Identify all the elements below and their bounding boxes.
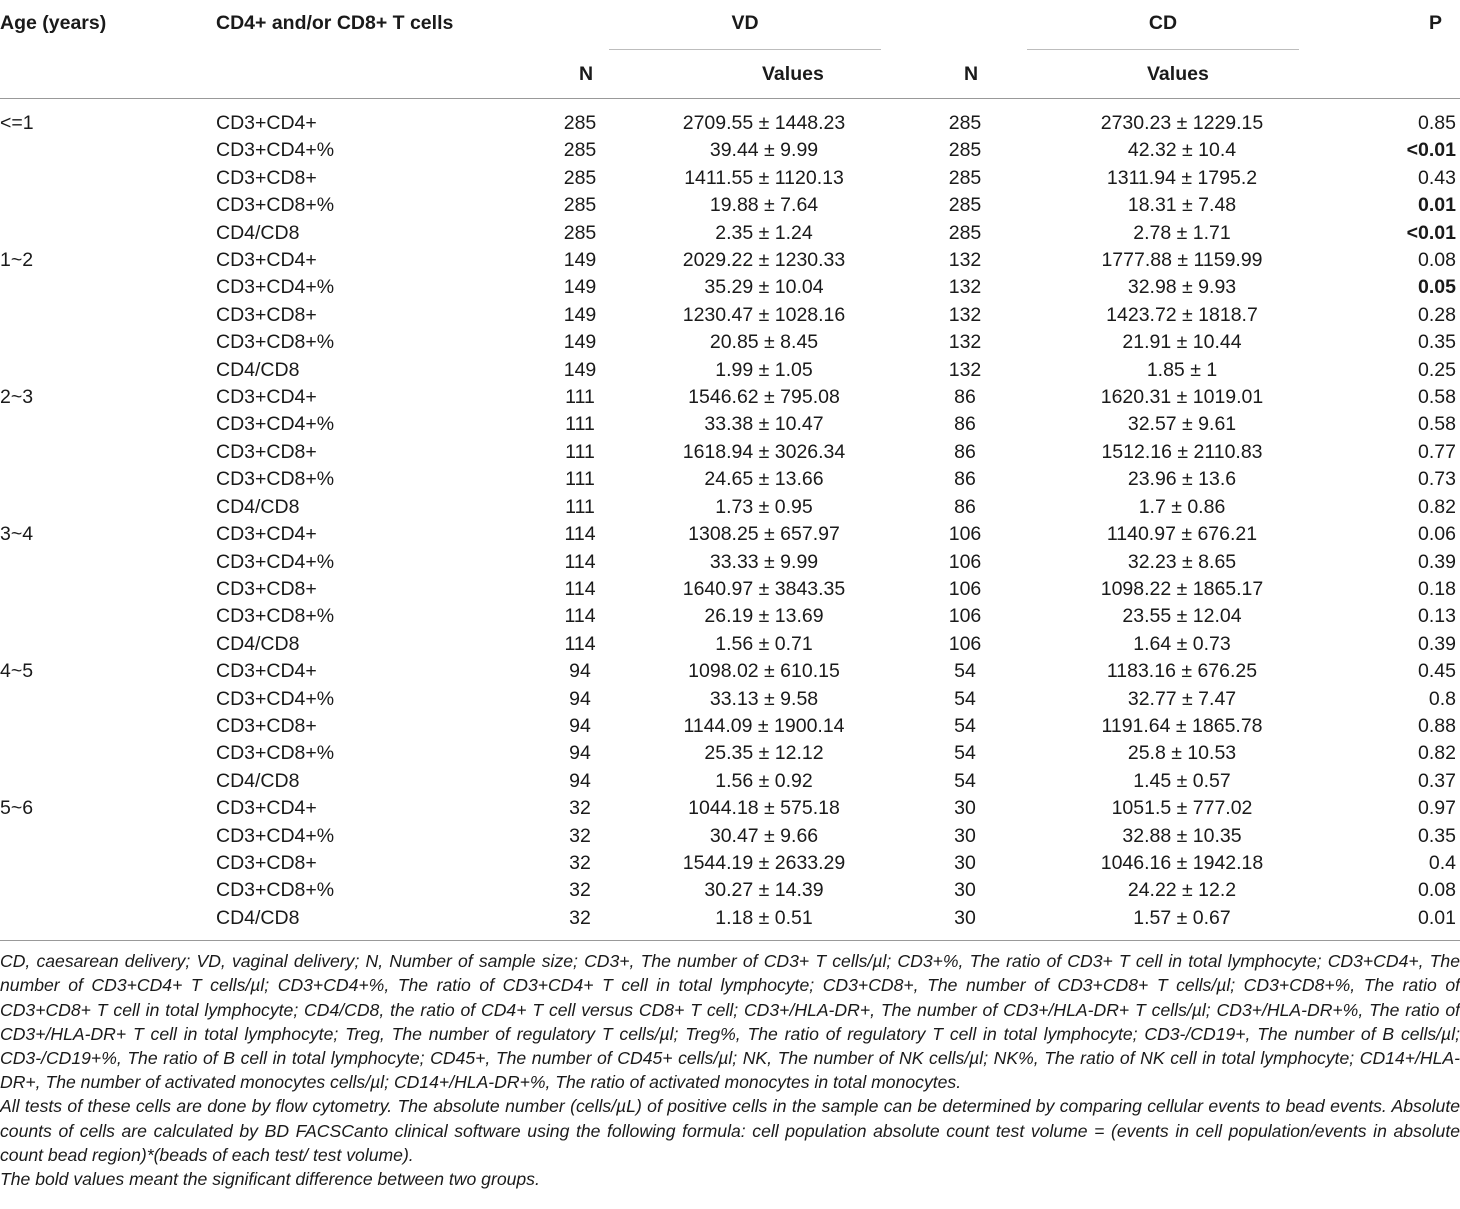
cd-values-cell: 2.78 ± 1.71 285 — [1027, 220, 1337, 247]
cell-type-cell: CD3+CD8+ — [216, 577, 317, 600]
vd-values-cell: 30.27 ± 14.39 32 — [609, 877, 919, 904]
cd-values-cell: 1.45 ± 0.57 54 — [1027, 768, 1337, 795]
age-cell — [0, 192, 216, 219]
vd-values-cell: 35.29 ± 10.04 149 — [609, 274, 919, 301]
vd-n-cell: 94 — [569, 660, 591, 683]
footnote-bold-note: The bold values meant the significant difference between two groups. — [0, 1169, 540, 1190]
p-value-cell: 0.35 — [1418, 824, 1456, 847]
vd-values-cell: 1098.02 ± 610.15 94 — [609, 658, 919, 685]
age-cell — [0, 466, 216, 493]
cd-n-cell: 106 — [948, 577, 982, 600]
p-value-cell: 0.4 — [1428, 851, 1456, 874]
table-row — [0, 686, 1460, 713]
cd-n-cell: 86 — [954, 413, 976, 436]
age-cell — [0, 576, 216, 603]
cd-values-cell: 42.32 ± 10.4 285 — [1027, 137, 1337, 164]
header-cd — [1027, 0, 1337, 50]
cd-values-cell: 1777.88 ± 1159.99 132 — [1027, 247, 1337, 274]
vd-values-cell: 1.73 ± 0.95 111 — [609, 494, 919, 521]
cd-n-cell: 30 — [954, 906, 976, 929]
vd-n-cell: 114 — [564, 577, 596, 600]
vd-n-cell: 149 — [563, 331, 597, 354]
vd-values-cell: 1544.19 ± 2633.29 32 — [609, 850, 919, 877]
cd-n-cell: 54 — [954, 687, 976, 710]
header-cd-n: N — [964, 63, 979, 85]
vd-n-cell: 114 — [564, 550, 596, 573]
cell-type-cell: CD3+CD8+ — [216, 303, 317, 326]
table-row — [0, 877, 1460, 904]
p-value-cell: 0.08 — [1418, 249, 1456, 272]
vd-n-cell: 114 — [564, 605, 596, 628]
p-value-cell: 0.58 — [1418, 413, 1456, 436]
cell-type-cell: CD3+CD8+% — [216, 605, 335, 628]
cd-values-cell: 32.88 ± 10.35 30 — [1027, 823, 1337, 850]
cd-n-cell: 132 — [948, 303, 982, 326]
cd-values-cell: 1512.16 ± 2110.83 86 — [1027, 439, 1337, 466]
cd-values-cell: 32.57 ± 9.61 86 — [1027, 411, 1337, 438]
header-cd-values: Values — [1147, 63, 1209, 85]
p-value-cell: 0.8 — [1428, 687, 1456, 710]
table-row — [0, 850, 1460, 877]
p-value-cell: 0.77 — [1418, 440, 1456, 463]
table-row — [0, 795, 1460, 822]
age-cell — [0, 850, 216, 877]
cd-n-cell: 54 — [954, 714, 976, 737]
cd-values-cell: 23.96 ± 13.6 86 — [1027, 466, 1337, 493]
cd-values-cell: 18.31 ± 7.48 285 — [1027, 192, 1337, 219]
vd-n-cell: 94 — [569, 769, 591, 792]
cell-type-cell: CD4/CD8 — [216, 632, 300, 655]
vd-values-cell: 33.38 ± 10.47 111 — [609, 411, 919, 438]
cd-values-cell: 32.98 ± 9.93 132 — [1027, 274, 1337, 301]
p-value-cell: 0.82 — [1418, 495, 1456, 518]
vd-values-cell: 1.56 ± 0.92 94 — [609, 768, 919, 795]
cd-n-cell: 285 — [948, 221, 982, 244]
cd-n-cell: 86 — [954, 440, 976, 463]
vd-subheaders — [579, 50, 919, 99]
cell-type-cell: CD3+CD4+% — [216, 824, 335, 847]
vd-values-cell: 2.35 ± 1.24 285 — [609, 220, 919, 247]
p-value-cell: 0.39 — [1418, 550, 1456, 573]
age-cell — [0, 768, 216, 795]
age-cell: 5~6 — [0, 797, 34, 820]
cell-type-cell: CD3+CD8+% — [216, 468, 335, 491]
p-value-cell: 0.01 — [1418, 194, 1456, 217]
vd-values-cell: 1411.55 ± 1120.13 285 — [609, 165, 919, 192]
cell-type-cell: CD3+CD4+ — [216, 660, 317, 683]
vd-n-cell: 149 — [563, 249, 597, 272]
age-cell — [0, 823, 216, 850]
vd-values-cell: 20.85 ± 8.45 149 — [609, 329, 919, 356]
vd-n-cell: 285 — [563, 221, 597, 244]
table-row — [0, 274, 1460, 301]
cell-type-cell: CD3+CD4+% — [216, 276, 335, 299]
p-value-cell: 0.97 — [1418, 797, 1456, 820]
vd-n-cell: 94 — [569, 742, 591, 765]
vd-values-cell: 30.47 ± 9.66 32 — [609, 823, 919, 850]
p-value-cell: 0.25 — [1418, 358, 1456, 381]
cell-type-cell: CD4/CD8 — [216, 358, 300, 381]
vd-n-cell: 114 — [564, 523, 596, 546]
table-row — [0, 521, 1460, 548]
vd-values-cell: 1044.18 ± 575.18 32 — [609, 795, 919, 822]
cell-type-cell: CD3+CD8+ — [216, 166, 317, 189]
table-row — [0, 603, 1460, 630]
header-cells: CD4+ and/or CD8+ T cells — [216, 12, 454, 34]
table-row — [0, 192, 1460, 219]
cd-n-cell: 86 — [954, 495, 976, 518]
cell-type-cell: CD3+CD8+% — [216, 194, 335, 217]
vd-values-cell: 2029.22 ± 1230.33 149 — [609, 247, 919, 274]
cd-values-cell: 1.64 ± 0.73 106 — [1027, 631, 1337, 658]
cd-values-cell: 1183.16 ± 676.25 54 — [1027, 658, 1337, 685]
cell-type-cell: CD4/CD8 — [216, 221, 300, 244]
cd-n-cell: 285 — [948, 139, 982, 162]
cell-type-cell: CD3+CD4+ — [216, 112, 317, 134]
vd-n-cell: 114 — [564, 632, 596, 655]
header-vd — [609, 0, 919, 50]
cd-values-cell: 32.77 ± 7.47 54 — [1027, 686, 1337, 713]
vd-values-cell: 2709.55 ± 1448.23 285 — [609, 99, 919, 138]
cd-values-cell: 1191.64 ± 1865.78 54 — [1027, 713, 1337, 740]
vd-n-cell: 111 — [565, 386, 595, 409]
age-cell: <=1 — [0, 112, 34, 134]
table-row — [0, 466, 1460, 493]
vd-n-cell: 32 — [569, 797, 591, 820]
vd-n-cell: 94 — [569, 687, 591, 710]
vd-values-cell: 1546.62 ± 795.08 111 — [609, 384, 919, 411]
vd-n-cell: 285 — [563, 139, 597, 162]
vd-values-cell: 39.44 ± 9.99 285 — [609, 137, 919, 164]
cd-values-cell: 2730.23 ± 1229.15 285 — [1027, 99, 1337, 138]
footnote-abbreviations: CD, caesarean delivery; VD, vaginal delivery; N, Number of sample size; CD3+, The number of CD3+ T cells/µl; CD3+%, The ratio of CD3+ T cell in total lymphocyte; CD3+CD4+, The number of CD3+CD4+ T cells/µl; CD3+CD4+%, The ratio of CD3+CD4+ T cell in total lymphocyte; CD3+CD8+, The number of CD3+CD8+ T cells/µl; CD3+CD8+%, The ratio of CD3+CD8+ T cell in total lymphocyte; CD4/CD8, the ratio of CD4+ T cell versus CD8+ T cell; CD3+/HLA-DR+, The number of CD3+/HLA-DR+ T cells/µl; CD3+/HLA-DR+%, The ratio of CD3+/HLA-DR+ T cell in total lymphocyte; Treg, The number of regulatory T cells/µl; Treg%, The ratio of regulatory T cell in total lymphocyte; CD3-/CD19+, The number of B cells/µl; CD3-/CD19+%, The ratio of B cell in total lymphocyte; CD45+, The number of CD45+ cells/µl; NK, The number of NK cells/µl; NK%, The ratio of NK cell in total lymphocyte; CD14+/HLA-DR+, The number of activated monocytes cells/µl; CD14+/HLA-DR+%, The ratio of activated monocytes in total monocytes. — [0, 951, 1460, 1093]
age-cell: 1~2 — [0, 249, 34, 272]
age-cell — [0, 603, 216, 630]
vd-values-cell: 1.56 ± 0.71 114 — [609, 631, 919, 658]
table-row — [0, 740, 1460, 767]
table-row — [0, 631, 1460, 658]
cd-values-cell: 1051.5 ± 777.02 30 — [1027, 795, 1337, 822]
cd-n-cell: 132 — [948, 331, 982, 354]
p-value-cell: 0.73 — [1418, 468, 1456, 491]
cell-type-cell: CD3+CD4+% — [216, 139, 335, 162]
cd-values-cell: 1140.97 ± 676.21 106 — [1027, 521, 1337, 548]
vd-n-cell: 149 — [563, 358, 597, 381]
vd-n-cell: 94 — [569, 714, 591, 737]
table-row — [0, 99, 1460, 138]
cd-n-cell: 106 — [948, 632, 982, 655]
header-age: Age (years) — [0, 12, 107, 34]
cd-n-cell: 106 — [948, 605, 982, 628]
header-vd-values: Values — [762, 63, 824, 85]
p-value-cell: 0.01 — [1337, 905, 1460, 941]
cd-values-cell: 1.57 ± 0.67 30 — [1027, 905, 1337, 941]
cd-n-cell: 285 — [948, 166, 982, 189]
table-row — [0, 302, 1460, 329]
age-cell — [0, 302, 216, 329]
cd-values-cell: 1.7 ± 0.86 86 — [1027, 494, 1337, 521]
cd-subheaders — [964, 50, 1337, 99]
vd-values-cell: 1308.25 ± 657.97 114 — [609, 521, 919, 548]
header-vd-label: VD — [609, 12, 881, 50]
table-row — [0, 329, 1460, 356]
p-value-cell: 0.05 — [1418, 276, 1456, 299]
table-row — [0, 494, 1460, 521]
cell-type-cell: CD3+CD4+% — [216, 413, 335, 436]
cell-type-cell: CD3+CD4+ — [216, 386, 317, 409]
cd-n-cell: 132 — [948, 276, 982, 299]
table-row — [0, 905, 1460, 941]
vd-n-cell: 149 — [563, 276, 597, 299]
p-value-cell: 0.18 — [1418, 577, 1456, 600]
vd-values-cell: 33.13 ± 9.58 94 — [609, 686, 919, 713]
cell-type-cell: CD3+CD4+% — [216, 687, 335, 710]
vd-n-cell: 32 — [569, 851, 591, 874]
cell-type-cell: CD3+CD8+% — [216, 742, 335, 765]
vd-n-cell: 285 — [563, 194, 597, 217]
age-cell — [0, 740, 216, 767]
p-value-cell: <0.01 — [1406, 139, 1456, 162]
cd-n-cell: 54 — [954, 660, 976, 683]
vd-n-cell: 32 — [569, 879, 591, 902]
table-row — [0, 384, 1460, 411]
vd-values-cell: 1.99 ± 1.05 149 — [609, 357, 919, 384]
cell-type-cell: CD4/CD8 — [216, 905, 573, 941]
age-cell — [0, 357, 216, 384]
p-value-cell: 0.88 — [1418, 714, 1456, 737]
vd-values-cell: 25.35 ± 12.12 94 — [609, 740, 919, 767]
cell-type-cell: CD3+CD8+ — [216, 714, 317, 737]
cd-values-cell: 1311.94 ± 1795.2 285 — [1027, 165, 1337, 192]
cell-type-cell: CD4/CD8 — [216, 495, 300, 518]
cd-n-cell: 30 — [954, 879, 976, 902]
cell-type-cell: CD3+CD4+ — [216, 797, 317, 820]
p-value-cell: 0.28 — [1418, 303, 1456, 326]
cd-n-cell: 86 — [954, 468, 976, 491]
table-row — [0, 549, 1460, 576]
cd-values-cell: 21.91 ± 10.44 132 — [1027, 329, 1337, 356]
cell-type-cell: CD3+CD8+ — [216, 440, 317, 463]
table-row — [0, 411, 1460, 438]
vd-n-cell: 111 — [565, 495, 595, 518]
vd-values-cell: 19.88 ± 7.64 285 — [609, 192, 919, 219]
vd-n-cell: 111 — [565, 468, 595, 491]
p-value-cell: 0.43 — [1418, 166, 1456, 189]
age-cell — [0, 877, 216, 904]
table-row — [0, 713, 1460, 740]
age-cell — [0, 631, 216, 658]
table-body — [0, 99, 1460, 941]
p-value-cell: 0.06 — [1418, 523, 1456, 546]
vd-values-cell: 26.19 ± 13.69 114 — [609, 603, 919, 630]
p-value-cell: 0.35 — [1418, 331, 1456, 354]
vd-n-cell: 111 — [565, 440, 595, 463]
age-cell — [0, 494, 216, 521]
p-value-cell: <0.01 — [1406, 221, 1456, 244]
age-cell — [0, 713, 216, 740]
vd-n-cell: 111 — [565, 413, 595, 436]
vd-n-cell: 285 — [563, 112, 597, 134]
table-row — [0, 165, 1460, 192]
vd-values-cell: 1230.47 ± 1028.16 149 — [609, 302, 919, 329]
cd-n-cell: 285 — [948, 194, 982, 217]
p-value-cell: 0.82 — [1418, 742, 1456, 765]
header-row-1 — [0, 0, 1460, 50]
p-value-cell: 0.58 — [1418, 386, 1456, 409]
table-row — [0, 137, 1460, 164]
cd-n-cell: 86 — [954, 386, 976, 409]
vd-values-cell: 33.33 ± 9.99 114 — [609, 549, 919, 576]
vd-values-cell: 1640.97 ± 3843.35 114 — [609, 576, 919, 603]
vd-values-cell: 1618.94 ± 3026.34 111 — [609, 439, 919, 466]
cd-values-cell: 24.22 ± 12.2 30 — [1027, 877, 1337, 904]
vd-values-cell: 1144.09 ± 1900.14 94 — [609, 713, 919, 740]
age-cell: 4~5 — [0, 660, 34, 683]
cd-n-cell: 106 — [948, 523, 982, 546]
age-cell — [0, 165, 216, 192]
table-row — [0, 439, 1460, 466]
table-row — [0, 220, 1460, 247]
header-vd-n: N — [579, 63, 594, 85]
age-cell — [0, 329, 216, 356]
cd-values-cell: 1423.72 ± 1818.7 132 — [1027, 302, 1337, 329]
cell-type-cell: CD3+CD4+ — [216, 249, 317, 272]
age-cell — [0, 137, 216, 164]
cd-values-cell: 25.8 ± 10.53 54 — [1027, 740, 1337, 767]
p-value-cell: 0.13 — [1418, 605, 1456, 628]
age-cell — [0, 686, 216, 713]
cd-n-cell: 30 — [954, 797, 976, 820]
p-value-cell: 0.08 — [1418, 879, 1456, 902]
age-cell — [0, 220, 216, 247]
table-row — [0, 768, 1460, 795]
vd-values-cell: 24.65 ± 13.66 111 — [609, 466, 919, 493]
table-row — [0, 247, 1460, 274]
age-cell: 2~3 — [0, 386, 34, 409]
vd-n-cell: 285 — [563, 166, 597, 189]
p-value-cell: 0.85 — [1418, 112, 1456, 134]
vd-n-cell: 32 — [569, 906, 591, 929]
footnote-method: All tests of these cells are done by flow cytometry. The absolute number (cells/µL) of positive cells in the sample can be determined by comparing cellular events to bead events. Absolute counts of cells are calculated by BD FACSCanto clinical software using the following formula: cell population absolute count test volume = (events in cell population/events in absolute count bead region)*(beads of each test/ test volume). — [0, 1096, 1460, 1165]
cell-type-cell: CD3+CD4+ — [216, 523, 317, 546]
age-cell — [0, 411, 216, 438]
cell-type-cell: CD4/CD8 — [216, 769, 300, 792]
age-cell: 3~4 — [0, 523, 34, 546]
age-cell — [0, 905, 216, 941]
cd-values-cell: 32.23 ± 8.65 106 — [1027, 549, 1337, 576]
table-row — [0, 576, 1460, 603]
table-footnotes — [0, 941, 1460, 1191]
vd-n-cell: 32 — [569, 824, 591, 847]
age-cell — [0, 274, 216, 301]
cd-values-cell: 1098.22 ± 1865.17 106 — [1027, 576, 1337, 603]
cell-type-cell: CD3+CD4+% — [216, 550, 335, 573]
cd-n-cell: 30 — [954, 851, 976, 874]
p-value-cell: 0.39 — [1418, 632, 1456, 655]
p-value-cell: 0.37 — [1418, 769, 1456, 792]
header-p: P — [1428, 12, 1442, 34]
cd-n-cell: 132 — [948, 249, 982, 272]
cd-values-cell: 23.55 ± 12.04 106 — [1027, 603, 1337, 630]
cd-n-cell: 132 — [948, 358, 982, 381]
table-row — [0, 823, 1460, 850]
cd-n-cell: 285 — [948, 112, 982, 134]
cd-n-cell: 54 — [954, 742, 976, 765]
cd-n-cell: 30 — [954, 824, 976, 847]
vd-values-cell: 1.18 ± 0.51 32 — [609, 905, 919, 941]
cell-type-cell: CD3+CD8+ — [216, 851, 317, 874]
header-cd-label: CD — [1027, 12, 1299, 50]
cd-values-cell: 1.85 ± 1 132 — [1027, 357, 1337, 384]
header-row-2 — [0, 50, 1460, 99]
cell-type-cell: CD3+CD8+% — [216, 879, 335, 902]
p-value-cell: 0.45 — [1418, 660, 1456, 683]
vd-n-cell: 149 — [563, 303, 597, 326]
cd-n-cell: 106 — [948, 550, 982, 573]
cell-type-cell: CD3+CD8+% — [216, 331, 335, 354]
cd-values-cell: 1620.31 ± 1019.01 86 — [1027, 384, 1337, 411]
cd-values-cell: 1046.16 ± 1942.18 30 — [1027, 850, 1337, 877]
age-cell — [0, 549, 216, 576]
age-cell — [0, 439, 216, 466]
table-row — [0, 357, 1460, 384]
cd-n-cell: 54 — [954, 769, 976, 792]
table-row — [0, 658, 1460, 685]
